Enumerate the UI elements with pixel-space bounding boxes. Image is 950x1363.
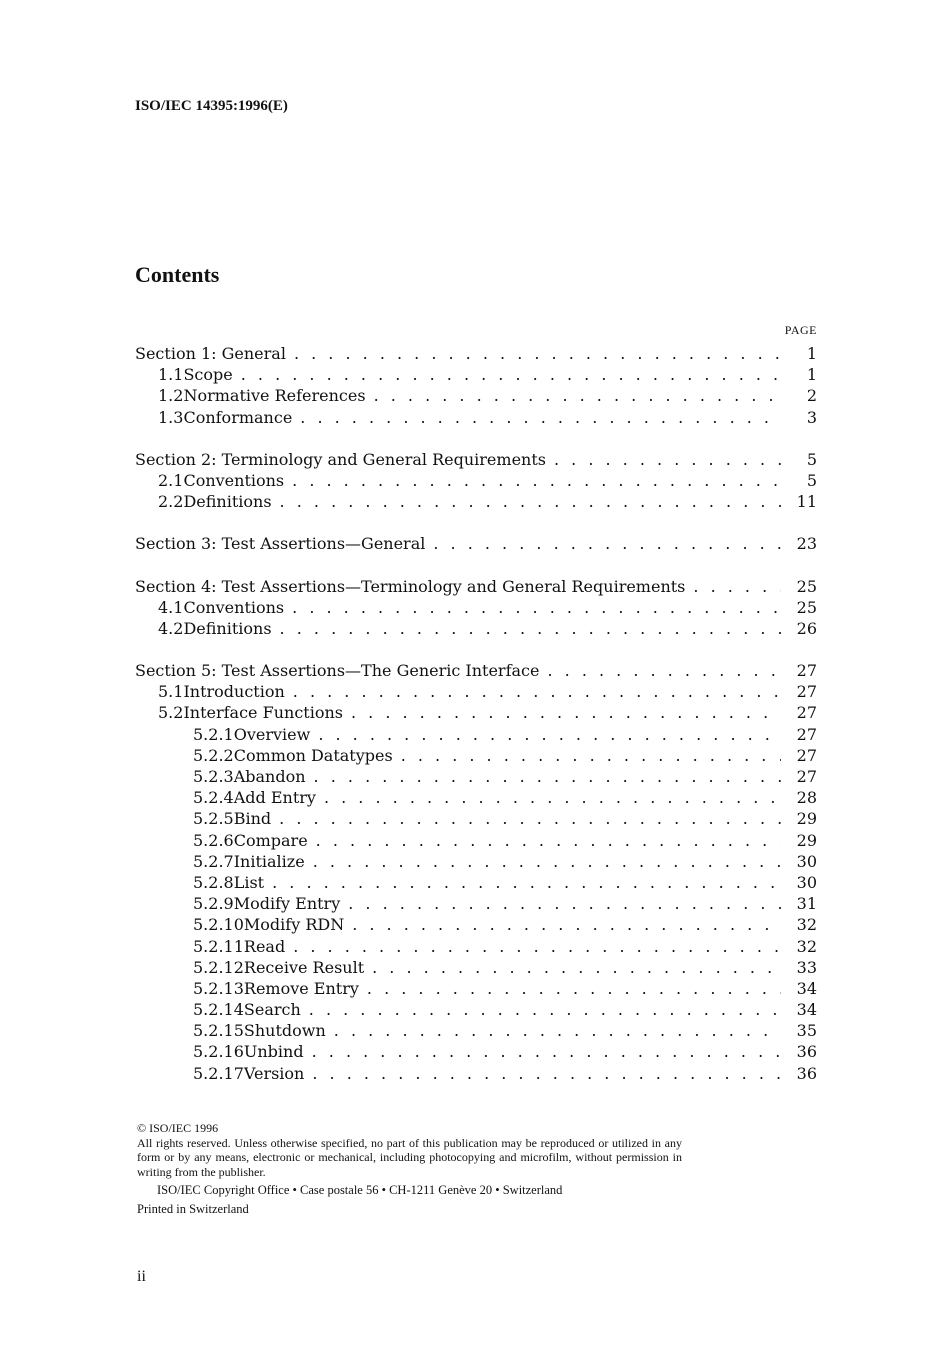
toc-entry-page: 36 — [796, 1042, 817, 1062]
toc-entry — [135, 766, 817, 787]
toc-group — [135, 449, 817, 513]
toc-entry-page: 33 — [796, 957, 817, 977]
toc-entry-page: 35 — [796, 1021, 817, 1041]
toc-group — [135, 533, 817, 554]
toc-entry-page: 34 — [796, 978, 817, 998]
toc-entry-label: Modify RDN — [243, 915, 345, 935]
toc-entry-number: 5.2.2 — [193, 745, 234, 765]
page-column-heading: PAGE — [784, 323, 817, 337]
toc-entry-number: 4.2 — [158, 618, 184, 638]
toc-entry-number: 5.2.7 — [193, 851, 234, 871]
copyright-line: © ISO/IEC 1996 — [137, 1121, 219, 1135]
toc-section-entry — [135, 533, 817, 554]
toc-entry-number: 5.2.8 — [193, 872, 234, 892]
page-number: ii — [137, 1268, 146, 1285]
toc-entry-page: 27 — [796, 703, 817, 723]
toc-entry-number: 5.2.4 — [193, 788, 234, 808]
dot-leader — [293, 681, 781, 702]
toc-entry — [135, 745, 817, 766]
toc-entry — [135, 618, 817, 639]
toc-entry-number: 1.3 — [158, 407, 184, 427]
document-id: ISO/IEC 14395:1996(E) — [135, 98, 288, 114]
toc-entry — [135, 936, 817, 957]
toc-entry-page: 27 — [796, 745, 817, 765]
toc-entry-page: 34 — [796, 1000, 817, 1020]
toc-entry-label: Overview — [233, 724, 311, 744]
toc-entry-label: Version — [243, 1063, 305, 1083]
toc-entry-page: 1 — [806, 365, 817, 385]
toc-entry — [135, 957, 817, 978]
toc-entry-number: 5.2.15 — [193, 1021, 244, 1041]
toc-entry-page: 32 — [796, 936, 817, 956]
toc-entry-page: 30 — [796, 872, 817, 892]
toc-entry — [135, 872, 817, 893]
toc-entry-number: 5.2 — [158, 703, 184, 723]
dot-leader — [433, 533, 781, 554]
toc-entry — [135, 830, 817, 851]
dot-leader — [300, 407, 781, 428]
toc-section-entry — [135, 660, 817, 681]
toc-entry-number: 1.2 — [158, 386, 184, 406]
toc-entry-label: Read — [243, 936, 286, 956]
toc-entry — [135, 1041, 817, 1062]
toc-entry-number: 5.2.10 — [193, 915, 244, 935]
dot-leader — [316, 830, 781, 851]
toc-entry-number: 4.1 — [158, 597, 184, 617]
toc-entry — [135, 407, 817, 428]
toc-entry-label: Modify Entry — [233, 894, 341, 914]
toc-entry-page: 29 — [796, 809, 817, 829]
dot-leader — [292, 470, 781, 491]
toc-entry — [135, 681, 817, 702]
toc-entry-page: 27 — [796, 661, 817, 681]
toc-entry-label: Section 1: General — [135, 344, 286, 363]
toc-entry-page: 28 — [796, 788, 817, 808]
toc-entry-label: Compare — [233, 830, 308, 850]
toc-entry-page: 25 — [796, 576, 817, 596]
toc-entry-label: Section 2: Terminology and General Requirements — [135, 449, 546, 469]
toc-entry-page: 5 — [806, 470, 817, 490]
toc-entry — [135, 724, 817, 745]
toc-entry-label: Section 5: Test Assertions—The Generic Interface — [135, 661, 540, 681]
toc-entry-page: 25 — [796, 597, 817, 617]
dot-leader — [272, 872, 781, 893]
table-of-contents — [135, 343, 817, 1105]
toc-entry-page: 29 — [796, 830, 817, 850]
toc-entry-page: 11 — [796, 492, 817, 512]
toc-entry-number: 1.1 — [158, 365, 184, 385]
toc-entry — [135, 893, 817, 914]
dot-leader — [292, 597, 781, 618]
toc-entry — [135, 914, 817, 935]
toc-group — [135, 660, 817, 1084]
toc-section-entry — [135, 449, 817, 470]
toc-entry-number: 2.2 — [158, 492, 184, 512]
toc-entry — [135, 851, 817, 872]
toc-entry-label: Unbind — [243, 1042, 304, 1062]
toc-entry — [135, 1063, 817, 1084]
toc-entry-label: Definitions — [183, 618, 272, 638]
dot-leader — [313, 851, 781, 872]
toc-entry — [135, 999, 817, 1020]
dot-leader — [334, 1020, 781, 1041]
dot-leader — [554, 449, 781, 470]
toc-entry-number: 5.2.16 — [193, 1042, 244, 1062]
toc-group — [135, 343, 817, 428]
toc-entry-number: 5.2.17 — [193, 1063, 244, 1083]
toc-entry-page: 31 — [796, 894, 817, 914]
toc-entry-number: 5.2.12 — [193, 957, 244, 977]
toc-entry-label: Initialize — [233, 851, 305, 871]
toc-entry-page: 27 — [796, 682, 817, 702]
toc-entry-page: 2 — [806, 386, 817, 406]
toc-entry-number: 5.2.9 — [193, 894, 234, 914]
dot-leader — [693, 576, 781, 597]
toc-entry-label: Interface Functions — [183, 703, 343, 723]
toc-entry-number: 5.2.6 — [193, 830, 234, 850]
toc-entry-number: 5.2.5 — [193, 809, 234, 829]
toc-entry-number: 5.2.3 — [193, 767, 234, 786]
toc-entry-number: 5.2.11 — [193, 936, 244, 956]
copyright-office-address: ISO/IEC Copyright Office • Case postale 56 • CH-1211 Genève 20 • Switzerland — [157, 1183, 563, 1197]
toc-entry-number: 5.2.1 — [193, 724, 234, 744]
toc-entry — [135, 385, 817, 406]
toc-entry — [135, 978, 817, 999]
toc-entry-label: Remove Entry — [243, 978, 359, 998]
dot-leader — [314, 766, 781, 787]
toc-entry-label: Section 4: Test Assertions—Terminology and General Requirements — [135, 576, 686, 596]
toc-entry — [135, 597, 817, 618]
dot-leader — [293, 936, 781, 957]
toc-entry — [135, 491, 817, 512]
dot-leader — [401, 745, 781, 766]
toc-entry-number: 5.1 — [158, 682, 184, 702]
dot-leader — [309, 999, 781, 1020]
toc-entry-page: 1 — [806, 344, 817, 363]
toc-entry-label: Abandon — [233, 767, 306, 786]
toc-entry-label: Receive Result — [243, 957, 365, 977]
copyright-block — [137, 1121, 682, 1216]
toc-entry-label: Shutdown — [243, 1021, 326, 1041]
toc-entry-number: 5.2.13 — [193, 978, 244, 998]
toc-entry-page: 36 — [796, 1063, 817, 1083]
toc-entry-page: 26 — [796, 618, 817, 638]
dot-leader — [318, 724, 781, 745]
toc-entry — [135, 787, 817, 808]
toc-entry-label: Conformance — [183, 407, 293, 427]
toc-entry — [135, 702, 817, 723]
toc-entry-label: Conventions — [183, 470, 285, 490]
toc-entry-page: 30 — [796, 851, 817, 871]
toc-section-entry — [135, 343, 817, 364]
rights-statement: All rights reserved. Unless otherwise specified, no part of this publication may be reproduced or utilized in any form or by any means, electronic or mechanical, including photocopying and microfilm, without permission in writing from the publisher. — [137, 1135, 682, 1179]
toc-entry-page: 27 — [796, 724, 817, 744]
dot-leader — [280, 491, 781, 512]
dot-leader — [351, 702, 781, 723]
dot-leader — [279, 808, 781, 829]
toc-entry-label: Conventions — [183, 597, 285, 617]
toc-entry-number: 2.1 — [158, 470, 184, 490]
toc-entry-label: Introduction — [183, 682, 285, 702]
toc-entry-number: 5.2.14 — [193, 1000, 244, 1020]
toc-entry — [135, 808, 817, 829]
toc-entry-page: 3 — [806, 407, 817, 427]
dot-leader — [294, 343, 781, 364]
dot-leader — [324, 787, 781, 808]
toc-entry-label: Normative References — [183, 386, 366, 406]
toc-entry-label: List — [233, 872, 265, 892]
dot-leader — [352, 914, 781, 935]
toc-entry-page: 5 — [806, 449, 817, 469]
printed-in: Printed in Switzerland — [137, 1201, 249, 1216]
contents-title: Contents — [135, 262, 220, 287]
dot-leader — [367, 978, 781, 999]
dot-leader — [348, 893, 781, 914]
toc-entry-label: Scope — [183, 365, 233, 385]
dot-leader — [547, 660, 781, 681]
dot-leader — [312, 1041, 781, 1062]
toc-entry-page: 32 — [796, 915, 817, 935]
toc-entry — [135, 470, 817, 491]
toc-section-entry — [135, 576, 817, 597]
toc-entry-page: 23 — [796, 534, 817, 554]
toc-entry-label: Add Entry — [233, 788, 316, 808]
toc-entry-label: Search — [243, 1000, 301, 1020]
toc-group — [135, 576, 817, 640]
dot-leader — [372, 957, 781, 978]
toc-entry-label: Common Datatypes — [233, 745, 393, 765]
dot-leader — [241, 364, 781, 385]
toc-entry — [135, 364, 817, 385]
toc-entry — [135, 1020, 817, 1041]
toc-entry-label: Definitions — [183, 492, 272, 512]
toc-entry-label: Bind — [233, 809, 272, 829]
toc-entry-label: Section 3: Test Assertions—General — [135, 534, 426, 554]
dot-leader — [374, 385, 781, 406]
dot-leader — [312, 1063, 781, 1084]
dot-leader — [280, 618, 781, 639]
toc-entry-page: 27 — [796, 767, 817, 786]
